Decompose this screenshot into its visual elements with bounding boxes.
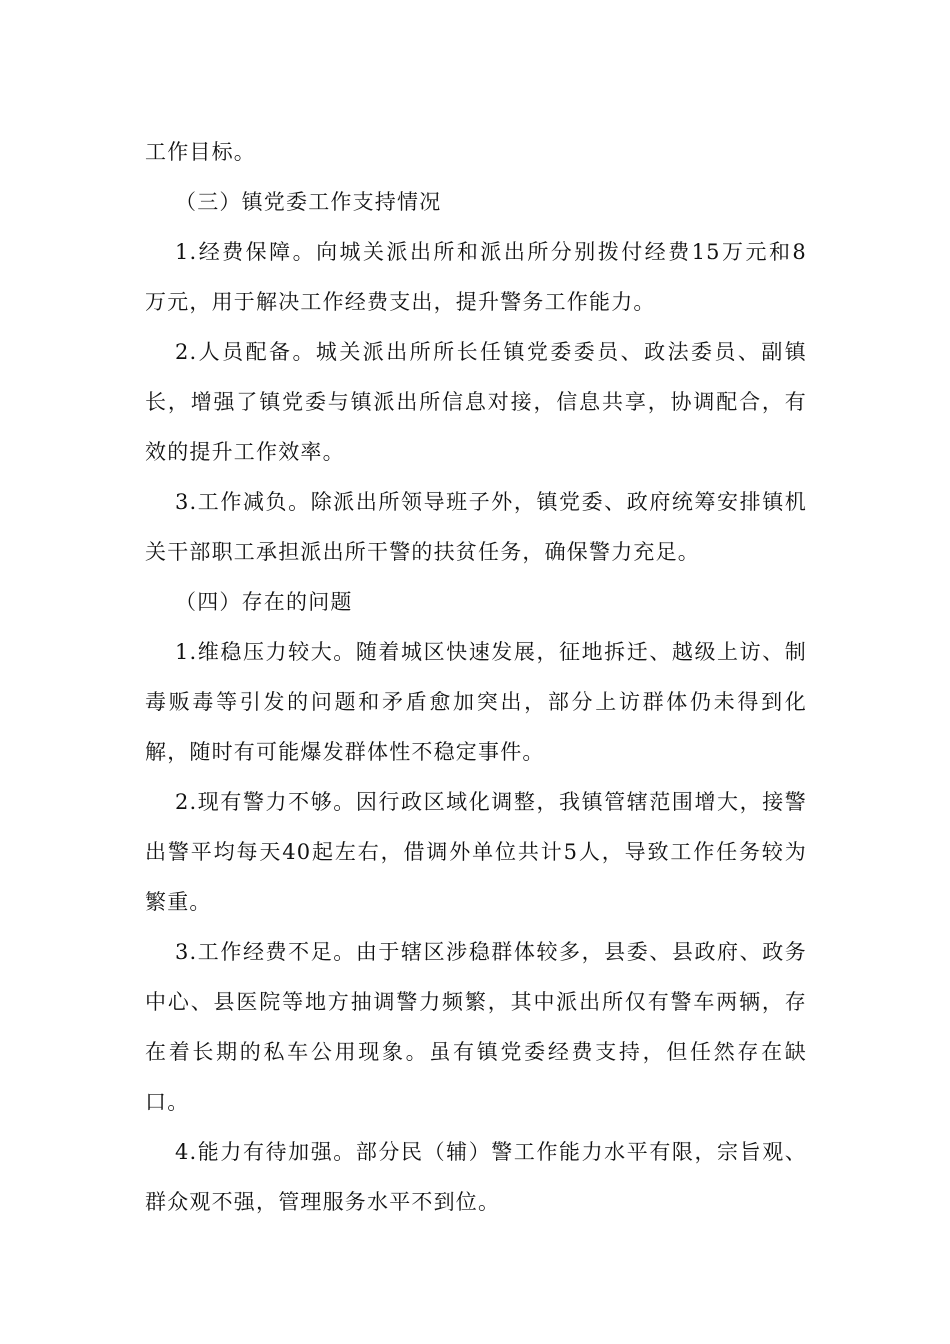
- text-line: 繁重。: [145, 890, 212, 914]
- section-heading: （四）存在的问题: [175, 590, 353, 614]
- text-line: 群众观不强，管理服务水平不到位。: [145, 1190, 501, 1214]
- text-line: 工作目标。: [145, 140, 256, 164]
- text-line: 中心、县医院等地方抽调警力频繁，其中派出所仅有警车两辆，存: [145, 990, 807, 1014]
- text-line: 1.维稳压力较大。随着城区快速发展，征地拆迁、越级上访、制: [175, 640, 807, 664]
- text-line: 口。: [145, 1090, 190, 1114]
- text-line: 万元，用于解决工作经费支出，提升警务工作能力。: [145, 290, 656, 314]
- text-line: 4.能力有待加强。部分民（辅）警工作能力水平有限，宗旨观、: [175, 1140, 807, 1164]
- text-line: 出警平均每天40起左右，借调外单位共计5人，导致工作任务较为: [145, 840, 807, 864]
- text-line: 效的提升工作效率。: [145, 440, 345, 464]
- text-line: 3.工作减负。除派出所领导班子外，镇党委、政府统筹安排镇机: [175, 490, 807, 514]
- text-line: 2.人员配备。城关派出所所长任镇党委委员、政法委员、副镇: [175, 340, 807, 364]
- text-line: 1.经费保障。向城关派出所和派出所分别拨付经费15万元和8: [175, 240, 807, 264]
- text-line: 长，增强了镇党委与镇派出所信息对接，信息共享，协调配合，有: [145, 390, 807, 414]
- text-line: 3.工作经费不足。由于辖区涉稳群体较多，县委、县政府、政务: [175, 940, 807, 964]
- section-heading: （三）镇党委工作支持情况: [175, 190, 442, 214]
- text-line: 毒贩毒等引发的问题和矛盾愈加突出，部分上访群体仍未得到化: [145, 690, 807, 714]
- text-line: 2.现有警力不够。因行政区域化调整，我镇管辖范围增大，接警: [175, 790, 807, 814]
- text-line: 关干部职工承担派出所干警的扶贫任务，确保警力充足。: [145, 540, 700, 564]
- text-line: 在着长期的私车公用现象。虽有镇党委经费支持，但任然存在缺: [145, 1040, 807, 1064]
- text-line: 解，随时有可能爆发群体性不稳定事件。: [145, 740, 545, 764]
